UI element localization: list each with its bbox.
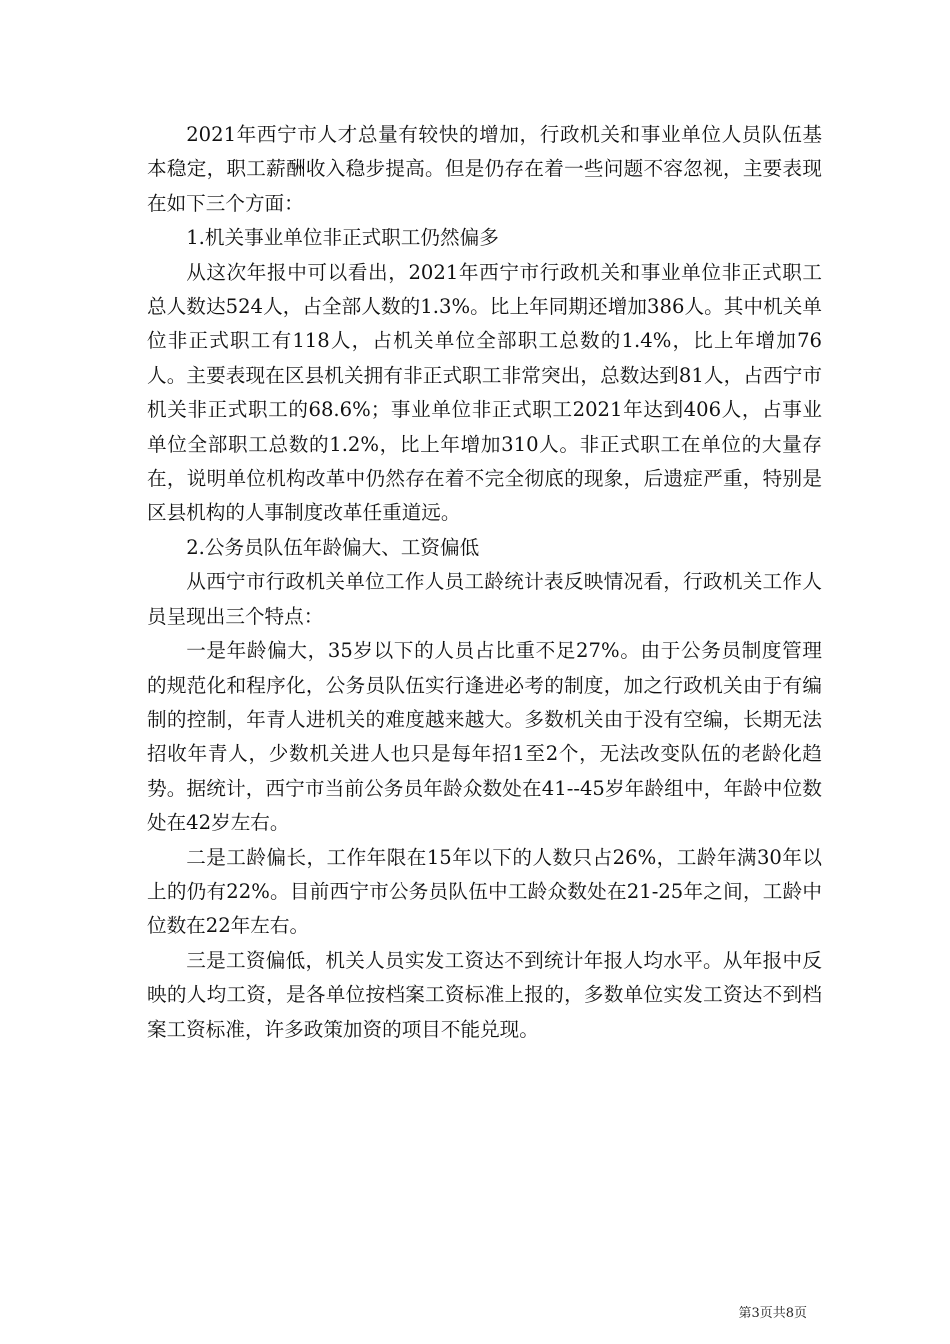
page-indicator: 第3页共8页 — [738, 1306, 807, 1321]
paragraph-section-2-intro: 从西宁市行政机关单位工作人员工龄统计表反映情况看，行政机关工作人员呈现出三个特点： — [147, 570, 822, 628]
section-heading-1: 1.机关事业单位非正式职工仍然偏多 — [186, 226, 499, 250]
document-body — [147, 118, 822, 1047]
paragraph-seniority: 二是工龄偏长，工作年限在15年以下的人数只占26%，工龄年满30年以上的仍有22%。目前西宁市公务员队伍中工龄众数处在21-25年之间，工龄中位数在22年左右。 — [147, 845, 822, 938]
paragraph-salary: 三是工资偏低，机关人员实发工资达不到统计年报人均水平。从年报中反映的人均工资，是各单位按档案工资标准上报的，多数单位实发工资达不到档案工资标准，许多政策加资的项目不能兑现。 — [147, 948, 822, 1041]
section-heading-2: 2.公务员队伍年龄偏大、工资偏低 — [186, 535, 480, 559]
paragraph-intro: 2021年西宁市人才总量有较快的增加，行政机关和事业单位人员队伍基本稳定，职工薪酬收入稳步提高。但是仍存在着一些问题不容忽视，主要表现在如下三个方面： — [147, 123, 822, 215]
paragraph-section-1: 从这次年报中可以看出，2021年西宁市行政机关和事业单位非正式职工总人数达524人，占全部人数的1.3%。比上年同期还增加386人。其中机关单位非正式职工有118人，占机关单位全部职工总数的1.4%，比上年增加76人。主要表现在区县机关拥有非正式职工非常突出，总数达到81人，占西宁市机关非正式职工的68.6%；事业单位非正式职工2021年达到406人，占事业单位全部职工总数的1.2%，比上年增加310人。非正式职工在单位的大量存在，说明单位机构改革中仍然存在着不完全彻底的现象，后遗症严重，特别是区县机构的人事制度改革任重道远。 — [147, 260, 822, 525]
paragraph-age: 一是年龄偏大，35岁以下的人员占比重不足27%。由于公务员制度管理的规范化和程序化，公务员队伍实行逢进必考的制度，加之行政机关由于有编制的控制，年青人进机关的难度越来越大。多数机关由于没有空编，长期无法招收年青人，少数机关进人也只是每年招1至2个，无法改变队伍的老龄化趋势。据统计，西宁市当前公务员年龄众数处在41--45岁年龄组中，年龄中位数处在42岁左右。 — [147, 639, 822, 835]
